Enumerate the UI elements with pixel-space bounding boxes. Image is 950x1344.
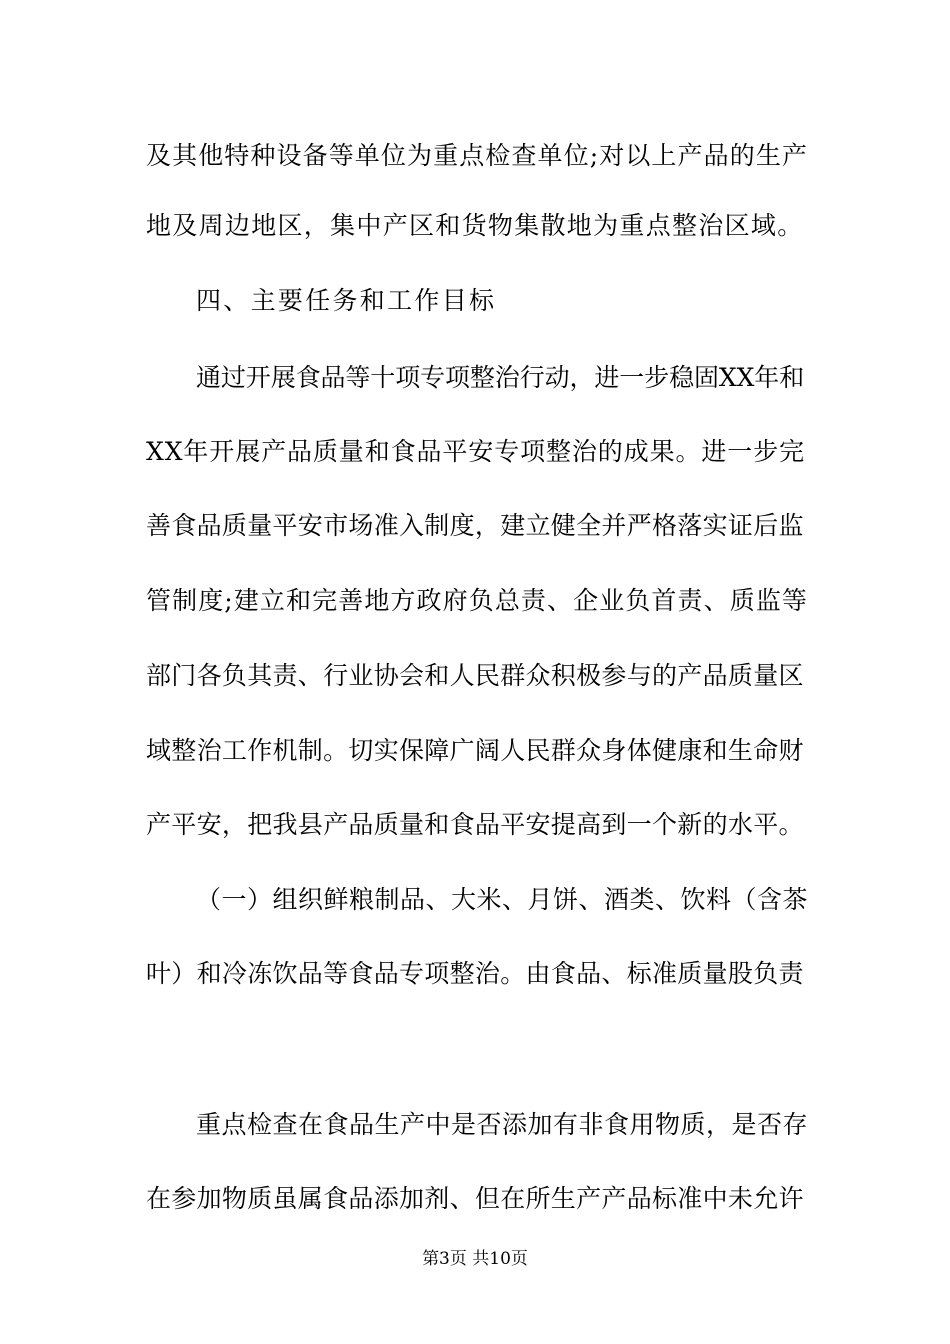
text-line-8: 部门各负其责、行业协会和人民群众积极参与的产品质量区 [146, 661, 804, 690]
text-line-9: 域整治工作机制。切实保障广阔人民群众身体健康和生命财 [146, 736, 804, 765]
text-line-5: XX年开展产品质量和食品平安专项整治的成果。进一步完 [146, 437, 805, 466]
text-line-14: 在参加物质虽属食品添加剂、但在所生产产品标准中未允许 [146, 1184, 804, 1213]
subsection-line-2: 叶）和冷冻饮品等食品专项整治。由食品、标准质量股负责 [146, 959, 804, 988]
section-heading: 四、主要任务和工作目标 [196, 286, 497, 315]
text-line-2: 地及周边地区，集中产区和货物集散地为重点整治区域。 [146, 211, 804, 240]
text-line-1: 及其他特种设备等单位为重点检查单位;对以上产品的生产 [146, 141, 809, 170]
subsection-line-1: （一）组织鲜粮制品、大米、月饼、酒类、饮料（含茶 [196, 885, 809, 914]
text-line-6: 善食品质量平安市场准入制度，建立健全并严格落实证后监 [146, 511, 804, 540]
text-line-4: 通过开展食品等十项专项整治行动，进一步稳固XX年和 [196, 363, 805, 392]
text-line-10: 产平安，把我县产品质量和食品平安提高到一个新的水平。 [146, 810, 804, 839]
text-line-7: 管制度;建立和完善地方政府负总责、企业负首责、质监等 [146, 586, 809, 615]
page-number-footer: 第3页 共10页 [422, 1249, 528, 1269]
text-line-13: 重点检查在食品生产中是否添加有非食用物质，是否存 [196, 1110, 809, 1139]
